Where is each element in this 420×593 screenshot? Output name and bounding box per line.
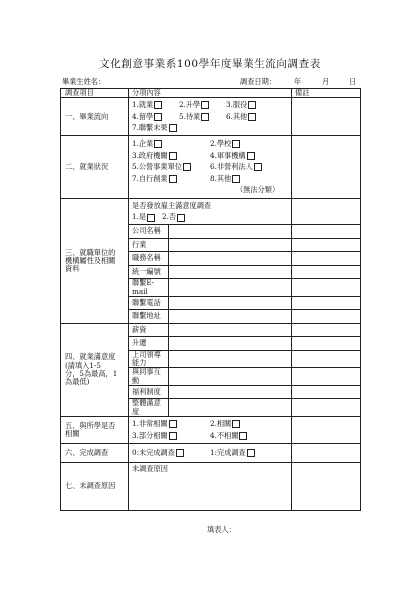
option-study-abroad[interactable]: 4.留學 bbox=[132, 113, 179, 121]
note-cell[interactable] bbox=[292, 310, 361, 324]
note-cell[interactable] bbox=[292, 417, 361, 444]
field-label-email: 聯繫E-mail bbox=[129, 279, 169, 297]
field-input[interactable] bbox=[169, 350, 292, 368]
section-employer-label: 三、就職單位的 機構屬性及相關 資料 bbox=[61, 199, 129, 324]
note-cell[interactable] bbox=[292, 399, 361, 417]
field-label-job-title: 職務名稱 bbox=[129, 252, 169, 266]
option-military-org[interactable]: 4.軍事機構 bbox=[210, 152, 288, 160]
option-not-completed[interactable]: 0:未完成調查 bbox=[132, 449, 210, 457]
option-school[interactable]: 2.學校 bbox=[210, 140, 288, 148]
field-input[interactable] bbox=[169, 337, 292, 351]
field-label-colleagues: 與同事互動 bbox=[129, 368, 169, 386]
field-label-leadership: 上司領導能力 bbox=[129, 350, 169, 368]
section-destination-label: 一、畢業流向 bbox=[61, 98, 129, 136]
field-input[interactable] bbox=[169, 399, 292, 417]
checkbox[interactable] bbox=[169, 175, 177, 183]
field-input[interactable] bbox=[169, 238, 292, 252]
section-satisfaction-label: 四、就業滿意度 (請填入1-5 分，5為最高，1 為最低) bbox=[61, 323, 129, 416]
section-completion bbox=[61, 444, 361, 463]
section-relevance-label: 五、與所學是否 相關 bbox=[61, 417, 129, 444]
option-employed[interactable]: 1.就業 bbox=[132, 101, 179, 109]
student-name-label: 畢業生姓名： bbox=[62, 77, 106, 86]
section-destination-options bbox=[129, 98, 292, 136]
note-cell[interactable] bbox=[292, 136, 361, 199]
option-unreachable[interactable]: 7.聯繫未果 bbox=[132, 124, 177, 132]
note-cell[interactable] bbox=[292, 368, 361, 386]
note-cell[interactable] bbox=[292, 225, 361, 239]
unclassifiable-note: （無法分類） bbox=[236, 185, 280, 195]
checkbox[interactable] bbox=[248, 101, 256, 109]
option-public-enterprise[interactable]: 5.公營事業單位 bbox=[132, 163, 210, 171]
checkbox[interactable] bbox=[177, 214, 185, 222]
field-input[interactable] bbox=[169, 225, 292, 239]
survey-table bbox=[60, 88, 361, 511]
checkbox[interactable] bbox=[201, 101, 209, 109]
option-self-employed[interactable]: 7.自行創業 bbox=[132, 175, 210, 183]
option-very-related[interactable]: 1.非常相關 bbox=[132, 420, 210, 428]
option-related[interactable]: 2.相關 bbox=[210, 420, 288, 428]
checkbox[interactable] bbox=[169, 124, 177, 132]
option-military[interactable]: 3.服役 bbox=[226, 101, 273, 109]
option-unemployed[interactable]: 5.待業 bbox=[179, 113, 226, 121]
note-cell[interactable] bbox=[292, 444, 361, 463]
note-cell[interactable] bbox=[292, 279, 361, 297]
option-nonprofit[interactable]: 6.非營利法人 bbox=[210, 163, 288, 171]
header-item: 調查項目 bbox=[61, 89, 129, 98]
field-label-salary: 薪資 bbox=[129, 323, 169, 337]
field-input[interactable] bbox=[169, 310, 292, 324]
option-completed[interactable]: 1:完成調查 bbox=[210, 449, 288, 457]
checkbox[interactable] bbox=[169, 432, 177, 440]
note-cell[interactable] bbox=[292, 252, 361, 266]
field-input[interactable] bbox=[169, 265, 292, 279]
option-partly-related[interactable]: 3.部分相關 bbox=[132, 432, 210, 440]
field-label-address: 聯繫地址 bbox=[129, 310, 169, 324]
field-label-promotion: 升遷 bbox=[129, 337, 169, 351]
header-content: 分項內容 bbox=[129, 89, 292, 98]
section-employment-label: 二、就業狀況 bbox=[61, 136, 129, 199]
field-input[interactable] bbox=[169, 368, 292, 386]
option-further-study[interactable]: 2.升學 bbox=[179, 101, 226, 109]
checkbox[interactable] bbox=[232, 420, 240, 428]
checkbox[interactable] bbox=[169, 152, 177, 160]
page-title: 文化創意事業系100學年度畢業生流向調查表 bbox=[99, 58, 321, 70]
option-other[interactable]: 6.其他 bbox=[226, 113, 273, 121]
signer-label: 填表人： bbox=[207, 525, 236, 534]
note-cell[interactable] bbox=[292, 323, 361, 337]
checkbox[interactable] bbox=[147, 214, 155, 222]
field-input[interactable] bbox=[169, 296, 292, 310]
checkbox[interactable] bbox=[201, 113, 209, 121]
section-completion-label: 六、完成調查 bbox=[61, 444, 129, 463]
field-input[interactable] bbox=[169, 385, 292, 399]
checkbox[interactable] bbox=[154, 113, 162, 121]
note-cell[interactable] bbox=[292, 385, 361, 399]
option-yes[interactable]: 1.是 bbox=[132, 213, 162, 221]
option-enterprise[interactable]: 1.企業 bbox=[132, 140, 210, 148]
section-employment bbox=[61, 136, 361, 199]
option-other-employment[interactable]: 8.其他 bbox=[210, 175, 288, 183]
section-completion-options bbox=[129, 444, 292, 463]
note-cell[interactable] bbox=[292, 265, 361, 279]
option-not-related[interactable]: 4.不相關 bbox=[210, 432, 288, 440]
section-relevance bbox=[61, 417, 361, 444]
checkbox[interactable] bbox=[154, 140, 162, 148]
section-reason bbox=[61, 463, 361, 511]
checkbox[interactable] bbox=[232, 175, 240, 183]
option-government[interactable]: 3.政府機關 bbox=[132, 152, 210, 160]
checkbox[interactable] bbox=[248, 113, 256, 121]
section-relevance-options bbox=[129, 417, 292, 444]
note-cell[interactable] bbox=[292, 463, 361, 511]
checkbox[interactable] bbox=[183, 163, 191, 171]
checkbox[interactable] bbox=[254, 163, 262, 171]
field-row bbox=[61, 323, 361, 337]
survey-date-label: 調查日期： bbox=[240, 77, 276, 86]
note-cell[interactable] bbox=[292, 337, 361, 351]
checkbox[interactable] bbox=[247, 449, 255, 457]
reason-field-label: 未調查原因 bbox=[132, 464, 168, 474]
note-cell[interactable] bbox=[292, 98, 361, 136]
field-input[interactable] bbox=[169, 323, 292, 337]
section-reason-label: 七、未調查原因 bbox=[61, 463, 129, 511]
date-month-label: 月 bbox=[322, 77, 330, 86]
section-employer bbox=[61, 199, 361, 225]
checkbox[interactable] bbox=[232, 140, 240, 148]
note-cell[interactable] bbox=[292, 296, 361, 310]
section-destination bbox=[61, 98, 361, 136]
option-no[interactable]: 2.否 bbox=[162, 213, 232, 221]
field-label-company-name: 公司名稱 bbox=[129, 225, 169, 239]
field-label-industry: 行業 bbox=[129, 238, 169, 252]
field-input[interactable] bbox=[169, 279, 292, 297]
field-input[interactable] bbox=[169, 252, 292, 266]
checkbox[interactable] bbox=[247, 152, 255, 160]
checkbox[interactable] bbox=[176, 449, 184, 457]
field-label-benefits: 福利制度 bbox=[129, 385, 169, 399]
employer-survey-question: 是否發放雇主滿意度調查 1.是 2.否 bbox=[129, 199, 292, 225]
note-cell[interactable] bbox=[292, 350, 361, 368]
header-row bbox=[61, 89, 361, 98]
date-day-label: 日 bbox=[349, 77, 357, 86]
checkbox[interactable] bbox=[169, 420, 177, 428]
note-cell[interactable] bbox=[292, 199, 361, 225]
header-note: 備註 bbox=[292, 89, 361, 98]
field-label-tax-id: 統一編號 bbox=[129, 265, 169, 279]
date-year-label: 年 bbox=[294, 77, 302, 86]
section-employment-options bbox=[129, 136, 292, 199]
checkbox[interactable] bbox=[239, 432, 247, 440]
checkbox[interactable] bbox=[154, 101, 162, 109]
field-label-overall: 整體滿意度 bbox=[129, 399, 169, 417]
reason-field[interactable] bbox=[129, 463, 292, 511]
note-cell[interactable] bbox=[292, 238, 361, 252]
field-label-phone: 聯繫電話 bbox=[129, 296, 169, 310]
